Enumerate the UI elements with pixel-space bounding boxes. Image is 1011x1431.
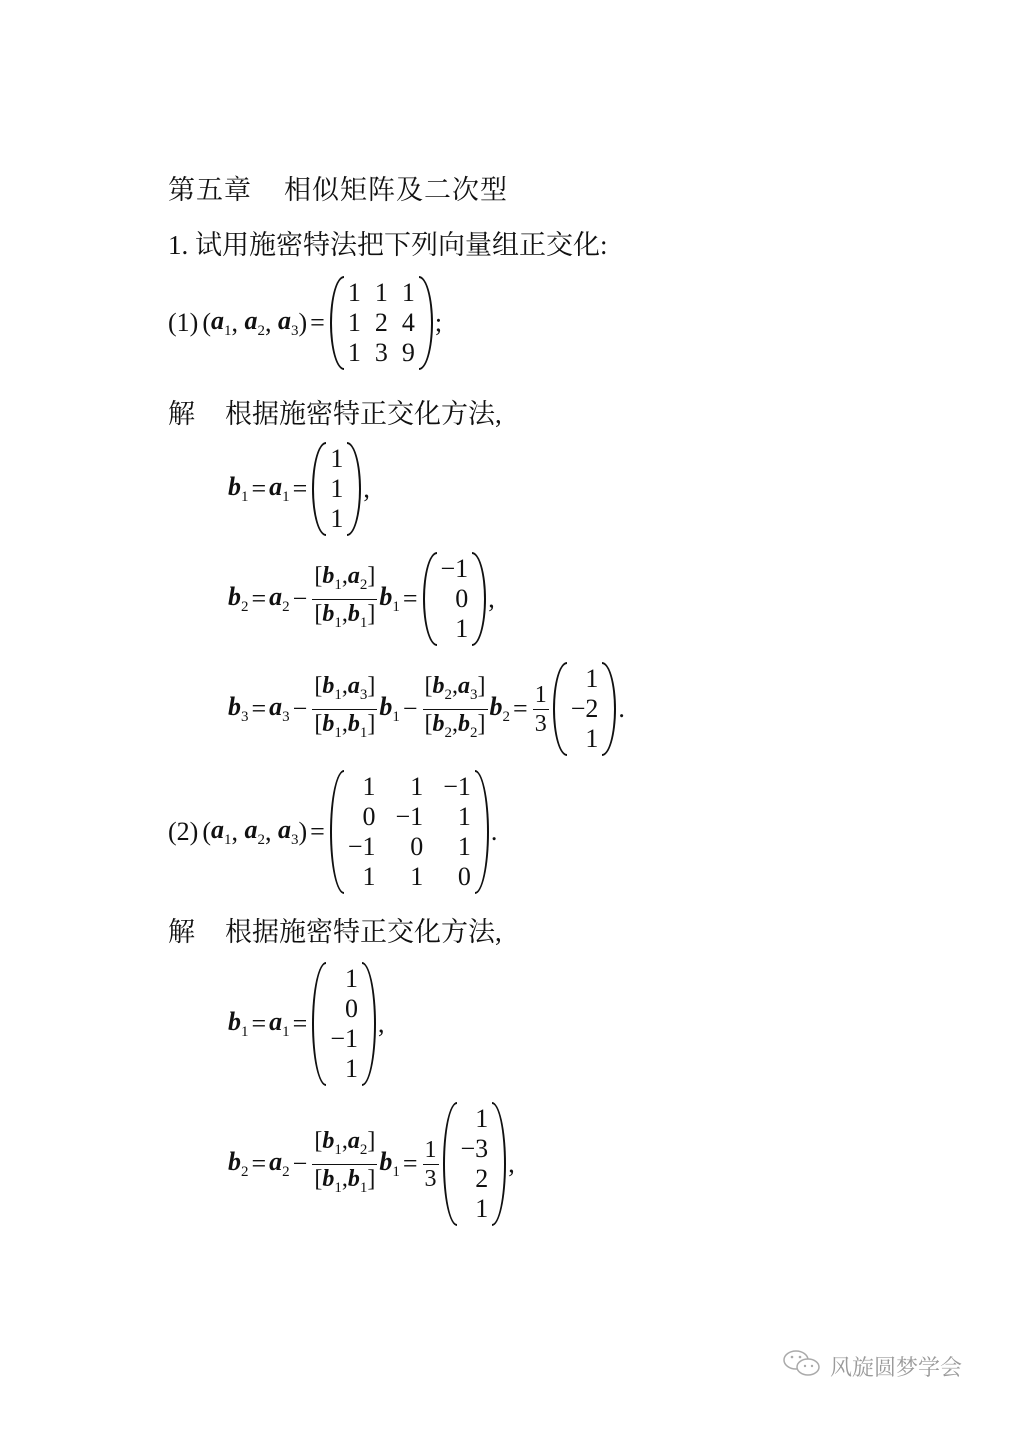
wechat-icon [782,1348,822,1384]
watermark-text: 风旋圆梦学会 [830,1355,963,1381]
chapter-title [168,168,508,207]
solution-label: 解 [168,399,195,429]
question-1 [168,223,608,262]
part1-b3: $b_3$ = $a_3$ − $\frac{[b_1,a_3]}{[b_1,b_1]}$ $b_1$ − $\frac{[b_2,a_3]}{[b_2,b_2]}$ $b_2$ = $\frac{1}{3}$ 1 −2 1 . [228,662,625,756]
part1-matrix: 1 1 1 1 2 4 1 3 9 [330,276,433,370]
solution-2-intro: 解 根据施密特正交化方法, [168,917,502,947]
solution-label: 解 [168,917,195,947]
part2-matrix: 1 1 −1 0 −1 1 −1 0 1 1 1 0 [330,770,489,894]
question-text: 试用施密特法把下列向量组正交化: [195,230,608,260]
part1-b2: $b_2$ = $a_2$ − $\frac{[b_1,a_2]}{[b_1,b_1]}$ $b_1$ = −1 0 1 , [228,552,495,646]
solution-1-intro: 解 根据施密特正交化方法, [168,399,502,429]
part2-label: (2) [168,817,199,846]
watermark [782,1348,962,1384]
part1-statement: (1) ( $a_1$ , $a_2$ , $a_3$ ) = 1 1 1 1 2 4 1 3 9 ; [168,276,442,370]
part2-b2: $b_2$ = $a_2$ − $\frac{[b_1,a_2]}{[b_1,b_1]}$ $b_1$ = $\frac{1}{3}$ 1 −3 2 1 , [228,1102,515,1226]
chapter-name: 相似矩阵及二次型 [284,175,508,205]
part2-statement: (2) ( $a_1$ , $a_2$ , $a_3$ ) = 1 1 −1 0 −1 1 −1 0 1 1 1 0 . [168,770,497,894]
part1-label: (1) [168,308,199,337]
question-number: 1. [168,230,189,260]
chapter-number: 第五章 [168,175,252,205]
part1-b1: $b_1$ = $a_1$ = 1 1 1 , [228,442,370,536]
part2-b1: $b_1$ = $a_1$ = 1 0 −1 1 , [228,962,385,1086]
